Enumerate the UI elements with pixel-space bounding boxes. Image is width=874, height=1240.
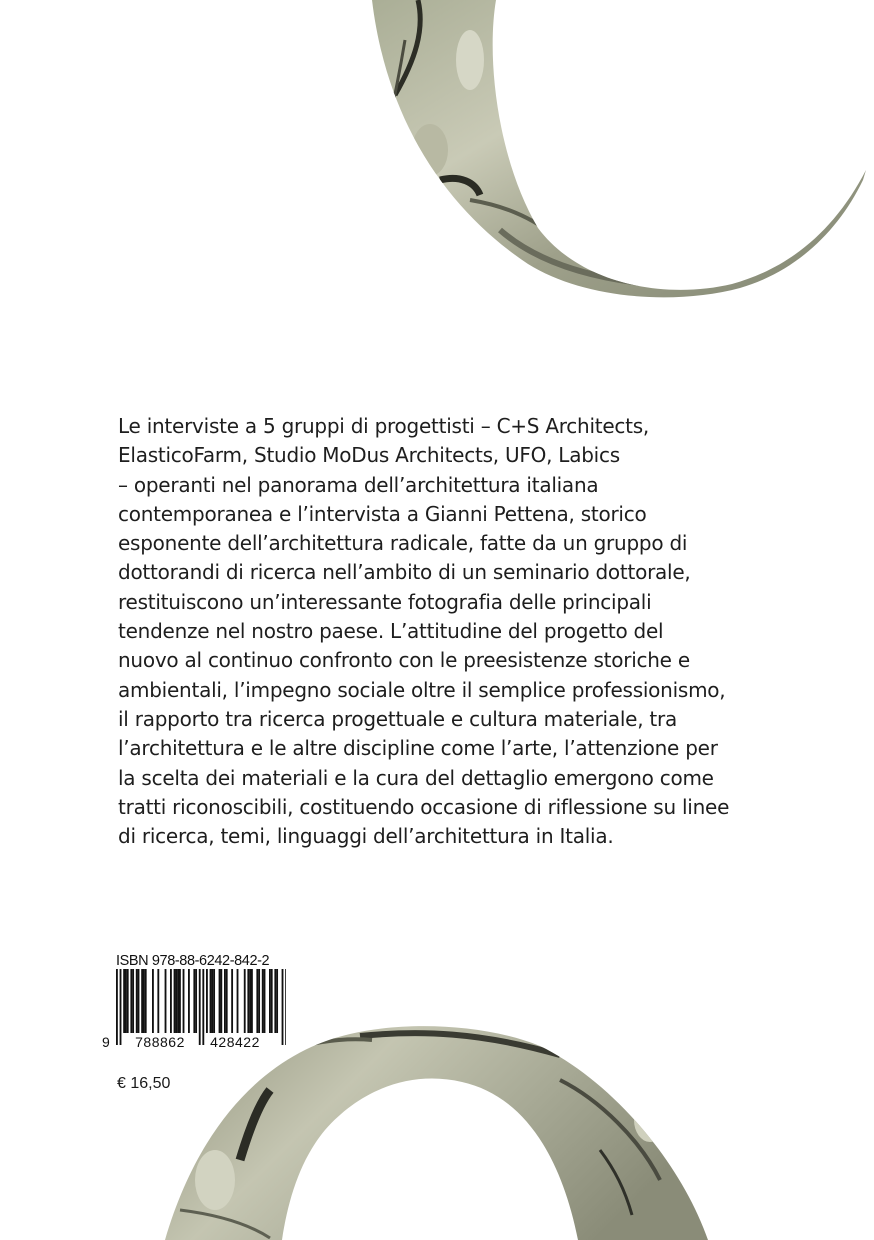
blurb-line: nuovo al continuo confronto con le preesistenze storiche e xyxy=(118,648,690,673)
barcode-bar xyxy=(165,969,167,1033)
blurb-line: tendenze nel nostro paese. L’attitudine del progetto del xyxy=(118,619,664,644)
barcode-digits-right: 428422 xyxy=(210,1034,260,1050)
barcode-bar xyxy=(179,969,181,1033)
barcode-bar xyxy=(145,969,147,1033)
back-cover-blurb xyxy=(118,412,768,851)
barcode-bar xyxy=(143,969,145,1033)
barcode-bar xyxy=(264,969,266,1033)
barcode-bar xyxy=(127,969,129,1033)
barcode-bar xyxy=(157,969,159,1033)
barcode-bar xyxy=(136,969,138,1033)
blurb-line: Le interviste a 5 gruppi di progettisti – C+S Architects, xyxy=(118,414,650,438)
barcode-bar xyxy=(247,969,249,1033)
barcode-bar xyxy=(177,969,179,1033)
barcode-bar xyxy=(175,969,177,1033)
barcode-bar xyxy=(219,969,221,1033)
barcode-bar xyxy=(271,969,273,1033)
barcode-bar xyxy=(276,969,278,1033)
barcode-bar xyxy=(285,969,286,1045)
barcode-bar xyxy=(130,969,132,1033)
barcode-bar xyxy=(195,969,197,1033)
barcode-bar xyxy=(237,969,239,1033)
barcode-bar xyxy=(174,969,176,1033)
barcode-bar xyxy=(274,969,276,1033)
barcode-bar xyxy=(269,969,271,1033)
barcode-bar xyxy=(183,969,185,1033)
barcode-bar xyxy=(120,969,122,1045)
blurb-line: l’architettura e le altre discipline come l’arte, l’attenzione per xyxy=(118,736,718,761)
barcode-bar xyxy=(188,969,190,1033)
barcode-bar xyxy=(249,969,251,1033)
barcode-bar xyxy=(211,969,213,1033)
barcode-bar xyxy=(123,969,125,1033)
blurb-line: dottorandi di ricerca nell’ambito di un seminario dottorale, xyxy=(118,560,691,585)
barcode-bar xyxy=(132,969,134,1033)
barcode-bar xyxy=(116,969,118,1045)
blurb-line: il rapporto tra ricerca progettuale e cultura materiale, tra xyxy=(118,706,677,731)
barcode-bar xyxy=(202,969,204,1045)
barcode-bar xyxy=(138,969,140,1033)
barcode-bar xyxy=(206,969,208,1033)
barcode-bar xyxy=(210,969,212,1033)
barcode-bar xyxy=(213,969,215,1033)
blurb-line: tratti riconoscibili, costituendo occasione di riflessione su linee xyxy=(118,794,730,819)
barcode-bar xyxy=(152,969,154,1033)
blurb-line: ambientali, l’impegno sociale oltre il semplice professionismo, xyxy=(118,677,726,702)
blurb-line: contemporanea e l’intervista a Gianni Pettena, storico xyxy=(118,501,647,526)
barcode-bar xyxy=(141,969,143,1033)
barcode-digit-first: 9 xyxy=(102,1034,110,1050)
isbn-label: ISBN 978-88-6242-842-2 xyxy=(116,953,270,969)
blurb-line: – operanti nel panorama dell’architettura italiana xyxy=(118,472,599,497)
barcode-bar xyxy=(193,969,195,1033)
barcode-bar xyxy=(231,969,233,1033)
barcode-bar xyxy=(170,969,172,1033)
barcode-bar xyxy=(226,969,228,1033)
barcode-digits-left: 788862 xyxy=(135,1034,185,1050)
barcode-bar xyxy=(224,969,226,1033)
barcode-bar xyxy=(251,969,253,1033)
barcode-bar xyxy=(244,969,246,1033)
barcode-bar xyxy=(125,969,127,1033)
price-label: € 16,50 xyxy=(117,1075,171,1092)
barcode-bar xyxy=(282,969,284,1045)
blurb-line: ElasticoFarm, Studio MoDus Architects, UFO, Labics xyxy=(118,443,620,468)
blurb-line: restituiscono un’interessante fotografia delle principali xyxy=(118,589,652,614)
isbn-barcode xyxy=(100,969,286,1051)
barcode-bar xyxy=(199,969,201,1045)
barcode-bar xyxy=(256,969,258,1033)
top-stone-letter-image xyxy=(360,0,874,310)
blurb-line: esponente dell’architettura radicale, fatte da un gruppo di xyxy=(118,531,688,556)
barcode-bar xyxy=(262,969,264,1033)
blurb-line: la scelta dei materiali e la cura del dettaglio emergono come xyxy=(118,765,714,790)
barcode-bar xyxy=(220,969,222,1033)
blurb-line: di ricerca, temi, linguaggi dell’architettura in Italia. xyxy=(118,824,614,849)
barcode-bar xyxy=(258,969,260,1033)
